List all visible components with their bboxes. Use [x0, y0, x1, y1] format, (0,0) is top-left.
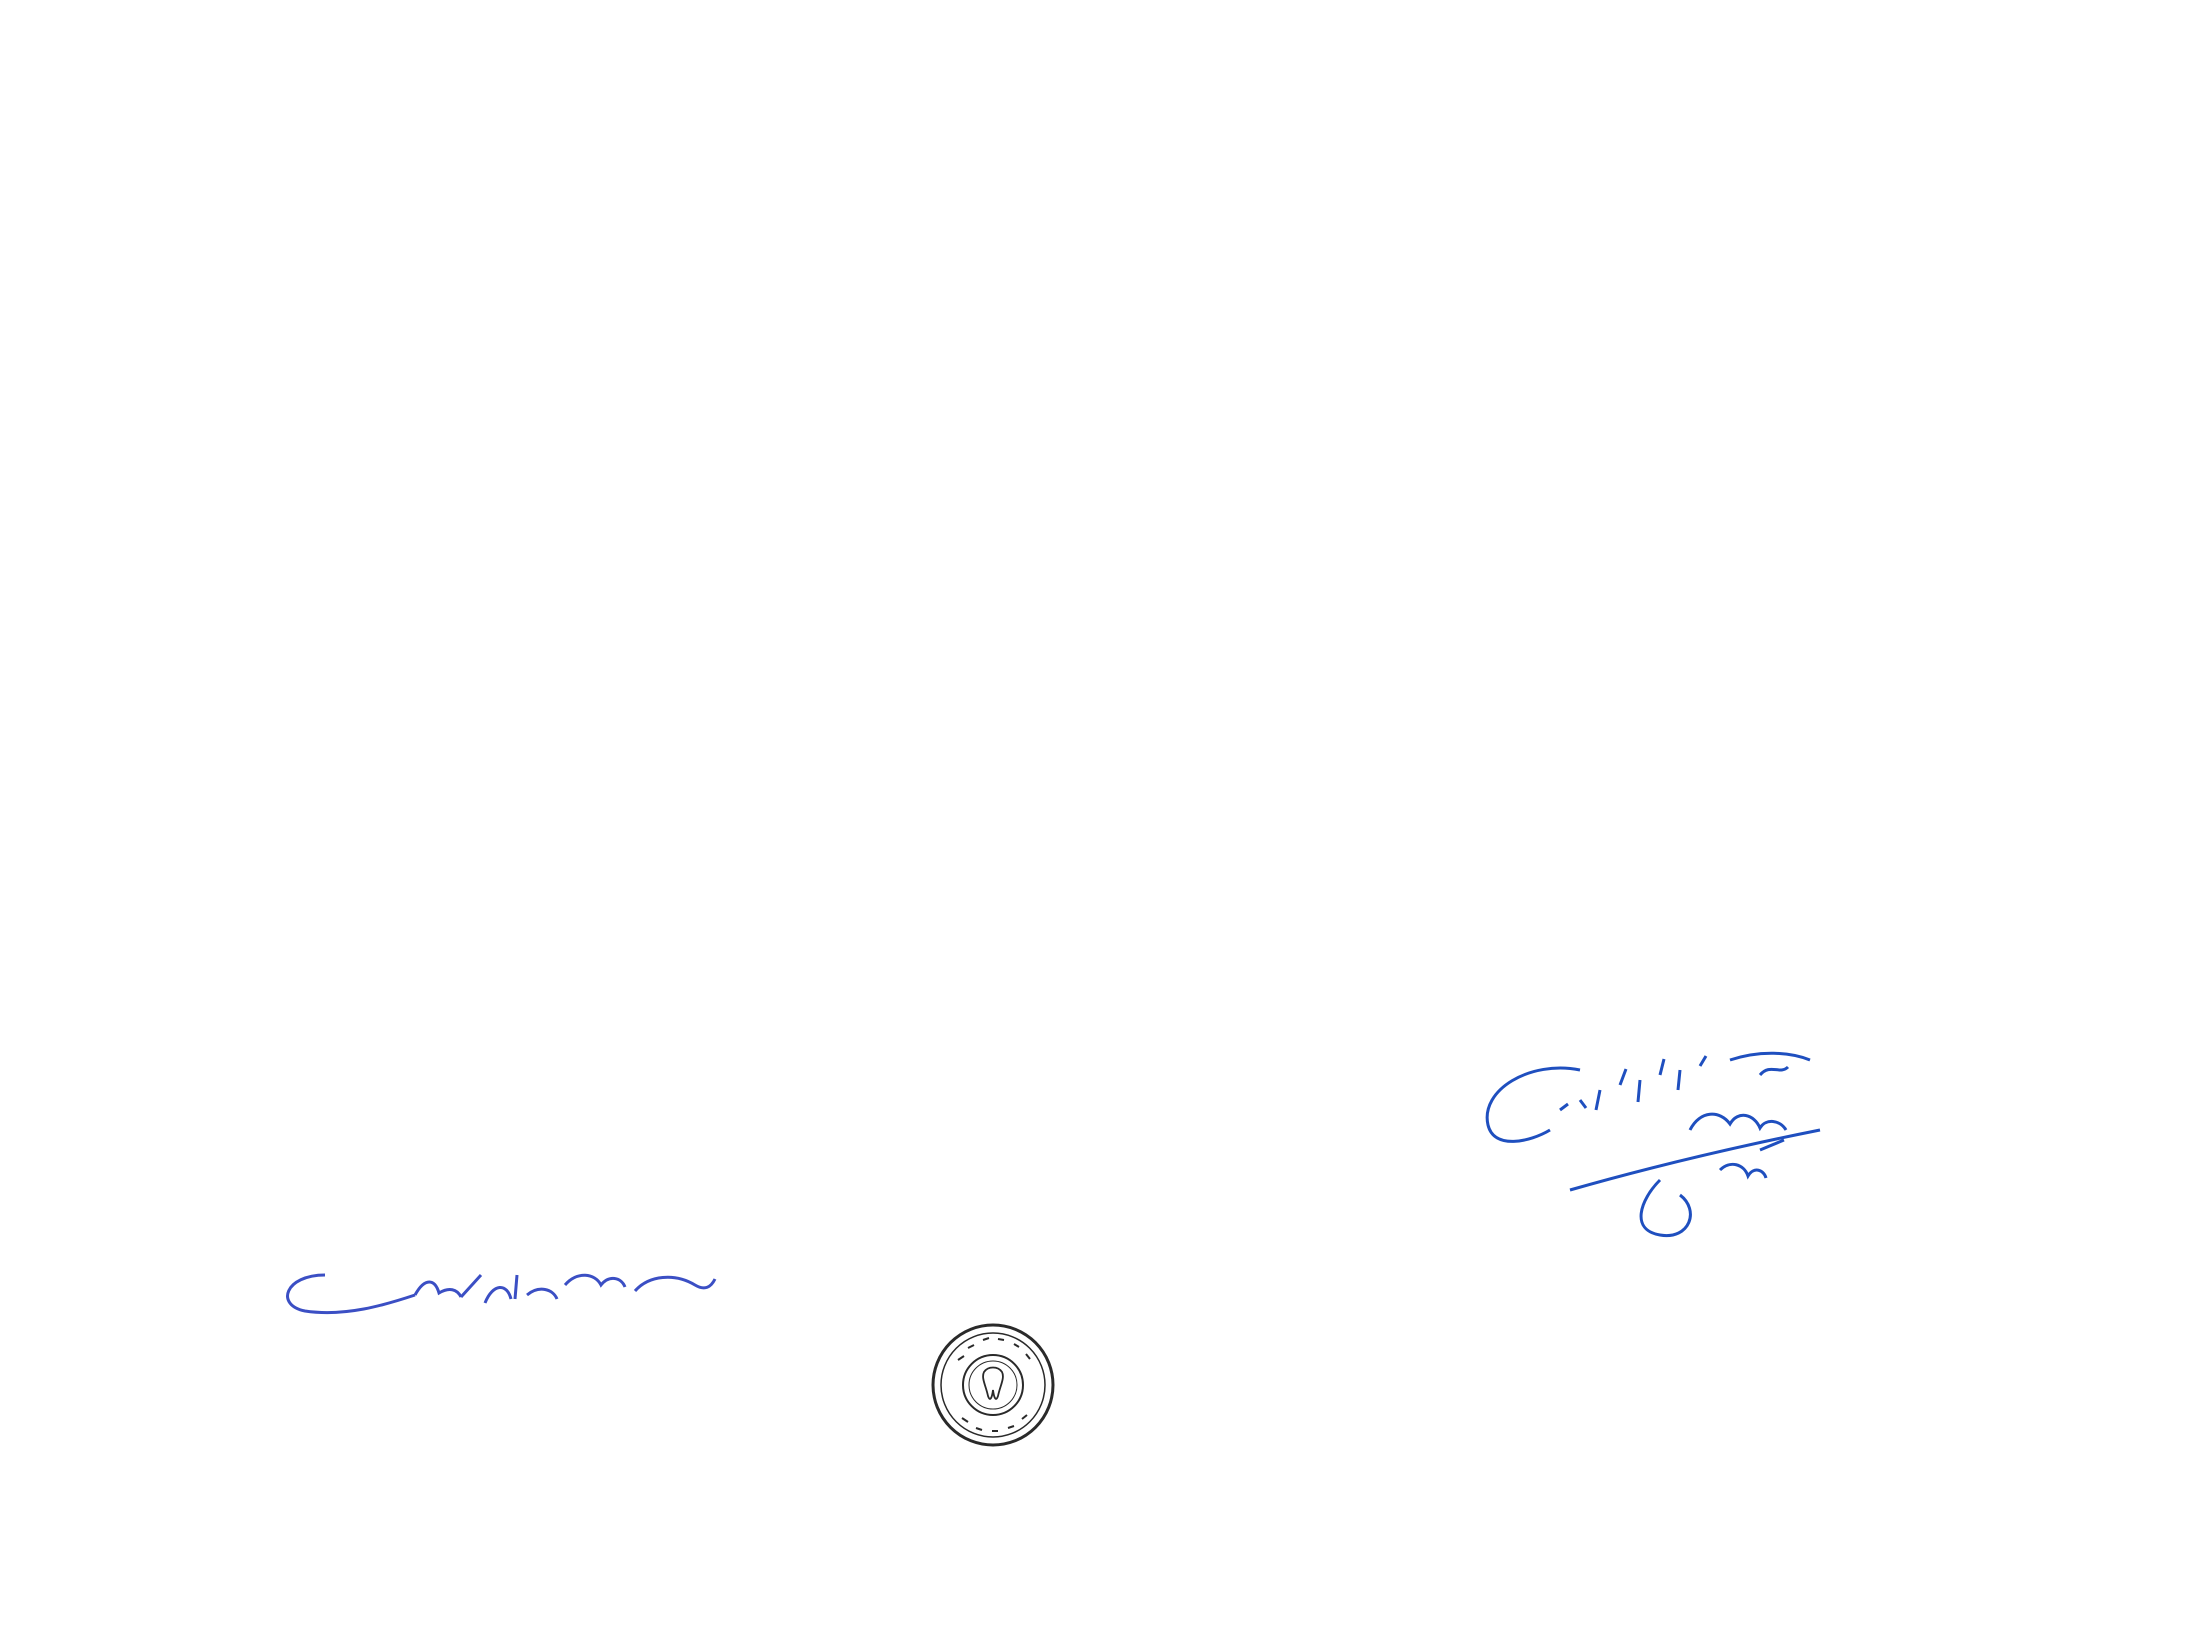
seal-icon	[928, 1320, 1058, 1450]
approval-note-signature	[1460, 1030, 1840, 1260]
signatory-handwritten-signature	[265, 1255, 725, 1335]
